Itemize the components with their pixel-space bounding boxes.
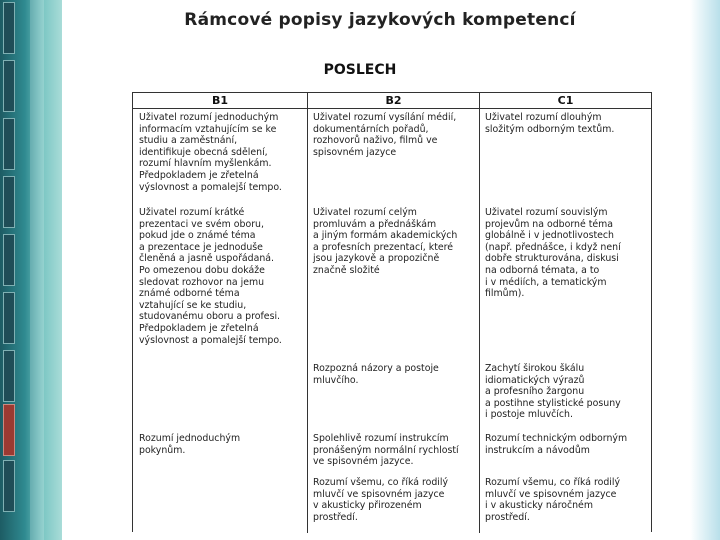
table-cell: Uživatel rozumí celým promluvám a přednáškám a jiným formám akademických a profesních prezentací, které jsou jazykově a propozičně značně složité [313,207,458,276]
decorative-sidebar [0,0,62,540]
table-cell: Rozumí všemu, co říká rodilý mluvčí ve spisovném jazyce v akusticky přirozeném prostředí. [313,477,449,523]
section-heading: POSLECH [323,62,397,78]
column-divider [479,93,480,533]
competence-table [132,92,652,532]
sidebar-band [30,0,44,540]
slide-title: Rámcové popisy jazykových kompetencí [184,10,576,30]
sidebar-strip [3,176,15,228]
sidebar-strip [3,118,15,170]
table-cell: Uživatel rozumí souvislým projevům na odborné téma globálně i v jednotlivostech (např. přednášce, i když není dobře strukturována, diskusi na odborná témata, a to i v médiích, a tematickým filmům). [485,207,621,300]
table-cell: Rozumí všemu, co říká rodilý mluvčí ve spisovném jazyce i v akusticky náročném prostředí. [485,477,621,523]
sidebar-strip [3,2,15,54]
sidebar-strip [3,234,15,286]
decorative-rightbar [690,0,720,540]
column-divider [307,93,308,533]
table-cell: Uživatel rozumí krátké prezentaci ve svém oboru, pokud jde o známé téma a prezentace je jednoduše členěná a jasně uspořádaná. Po omezenou dobu dokáže sledovat rozhovor na jemu známé odborné téma vztahující se ke studiu, studovanému oboru a profesi. Předpokladem je zřetelná výslovnost a pomalejší tempo. [139,207,282,346]
table-cell: Uživatel rozumí jednoduchým informacím vztahujícím se ke studiu a zaměstnání, identifikuje obecná sdělení, rozumí hlavním myšlenkám. Předpokladem je zřetelná výslovnost a pomalejší tempo. [139,112,282,193]
sidebar-strip [3,460,15,512]
sidebar-strip [3,292,15,344]
column-header-c1: C1 [557,94,574,107]
table-cell: Zachytí širokou škálu idiomatických výrazů a profesního žargonu a postihne stylistické posuny i postoje mluvčích. [485,363,621,421]
table-cell: Rozumí technickým odborným instrukcím a návodům [485,433,628,456]
table-cell: Uživatel rozumí dlouhým složitým odborným textům. [485,112,615,135]
sidebar-strip [3,350,15,402]
table-cell: Spolehlivě rozumí instrukcím pronášeným normální rychlostí ve spisovném jazyce. [313,433,459,468]
table-cell: Rozumí jednoduchým pokynům. [139,433,241,456]
column-header-b1: B1 [211,94,229,107]
column-header-b2: B2 [385,94,402,107]
table-cell: Rozpozná názory a postoje mluvčího. [313,363,439,386]
table-cell: Uživatel rozumí vysílání médií, dokumentárních pořadů, rozhovorů naživo, filmů ve spisovném jazyce [313,112,457,158]
sidebar-strip [3,60,15,112]
sidebar-strip-accent [3,404,15,456]
